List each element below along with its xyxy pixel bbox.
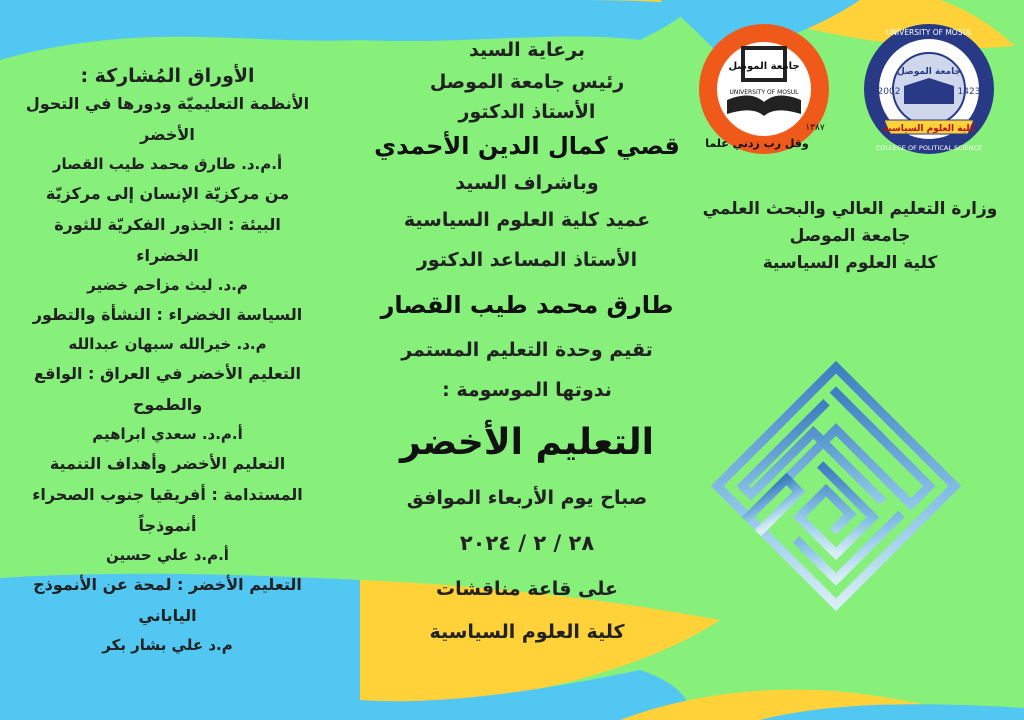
president-title: رئيس جامعة الموصل [429,71,625,93]
ministry-name: وزارة التعليم العالي والبحث العلمي [702,199,998,219]
invitation-center [362,34,692,652]
seal-year-left: 2002 [877,87,901,97]
symposium-title: التعليم الأخضر [400,422,654,463]
participating-papers [10,64,325,659]
paper-author: أ.م.د علي حسين [106,546,229,564]
seal-inner-name: جامعة الموصل [897,67,961,77]
college-of-political-science-seal [862,22,996,156]
paper-title-line: البيئة : الجذور الفكريّة للثورة [54,215,281,234]
dean-title: عميد كلية العلوم السياسية [403,209,651,231]
time-line: صباح يوم الأربعاء الموافق [406,487,648,509]
president-name: قصي كمال الدين الأحمدي [374,132,680,160]
seal-motto: وقل رب زدني علما [705,137,809,150]
paper-title-line: من مركزيّة الإنسان إلى مركزيّة [45,184,290,203]
event-date: ٢٨ / ٢ / ٢٠٢٤ [459,531,595,555]
paper-title-line: أنموذجاً [138,516,197,535]
paper-title-line: المستدامة : أفريقيا جنوب الصحراء [32,485,303,504]
paper-author: م.د علي بشار بكر [102,636,233,654]
paper-title-line: التعليم الأخضر : لمحة عن الأنموذج [33,575,302,594]
hall-line: على قاعة مناقشات [436,578,618,600]
seal-year: ١٣٨٧ [805,123,825,133]
seal-university-name-en: UNIVERSITY OF MOSUL [729,89,799,96]
college-name: كلية العلوم السياسية [762,253,938,273]
paper-item [10,569,325,659]
seal-university-name-ar: جامعة الموصل [728,61,800,72]
college-line: كلية العلوم السياسية [429,621,625,643]
assoc-prof-title: الأستاذ المساعد الدكتور [416,249,638,271]
paper-title-line: الخضراء [136,246,199,265]
papers-heading: الأوراق المُشاركة : [80,65,255,87]
symposium-line: ندوتها الموسومة : [442,379,612,401]
patronage-line: برعاية السيد [468,39,586,61]
paper-item [10,448,325,569]
paper-title-line: التعليم الأخضر وأهداف التنمية [49,454,286,473]
dean-name: طارق محمد طيب القصار [380,291,674,319]
seal-bottom-text: COLLEGE OF POLITICAL SCIENCE [875,144,983,152]
seal-top-text: UNIVERSITY OF MOSUL [885,28,973,37]
unit-line: تقيم وحدة التعليم المستمر [401,339,653,361]
paper-author: م.د. ليث مزاحم خضير [87,276,248,294]
paper-author: أ.م.د. طارق محمد طيب القصار [52,155,283,173]
paper-item [10,358,325,448]
seal-ribbon-text: كلية العلوم السياسية [882,124,976,134]
ministry-block [690,196,1010,277]
university-name: جامعة الموصل [789,226,911,246]
paper-title-line: الأنظمة التعليميّة ودورها في التحول [25,94,310,113]
paper-item [10,299,325,358]
paper-item [10,88,325,178]
paper-author: أ.م.د. سعدي ابراهيم [92,425,243,443]
paper-title-line: الياباني [138,606,197,625]
papers-list [10,88,325,659]
seal-year-right: 1423 [957,87,981,97]
paper-title-line: الأخضر [140,125,195,144]
paper-title-line: والطموح [132,395,203,414]
paper-item [10,178,325,299]
supervision-line: وباشراف السيد [455,172,599,194]
prof-title: الأستاذ الدكتور [458,101,596,123]
paper-title-line: التعليم الأخضر في العراق : الواقع [34,364,301,383]
paper-author: م.د. خيرالله سبهان عبدالله [68,335,267,353]
kufic-calligraphy-emblem [708,352,964,620]
paper-title-line: السياسة الخضراء : النشأة والتطور [32,305,303,324]
university-of-mosul-seal [697,22,831,156]
